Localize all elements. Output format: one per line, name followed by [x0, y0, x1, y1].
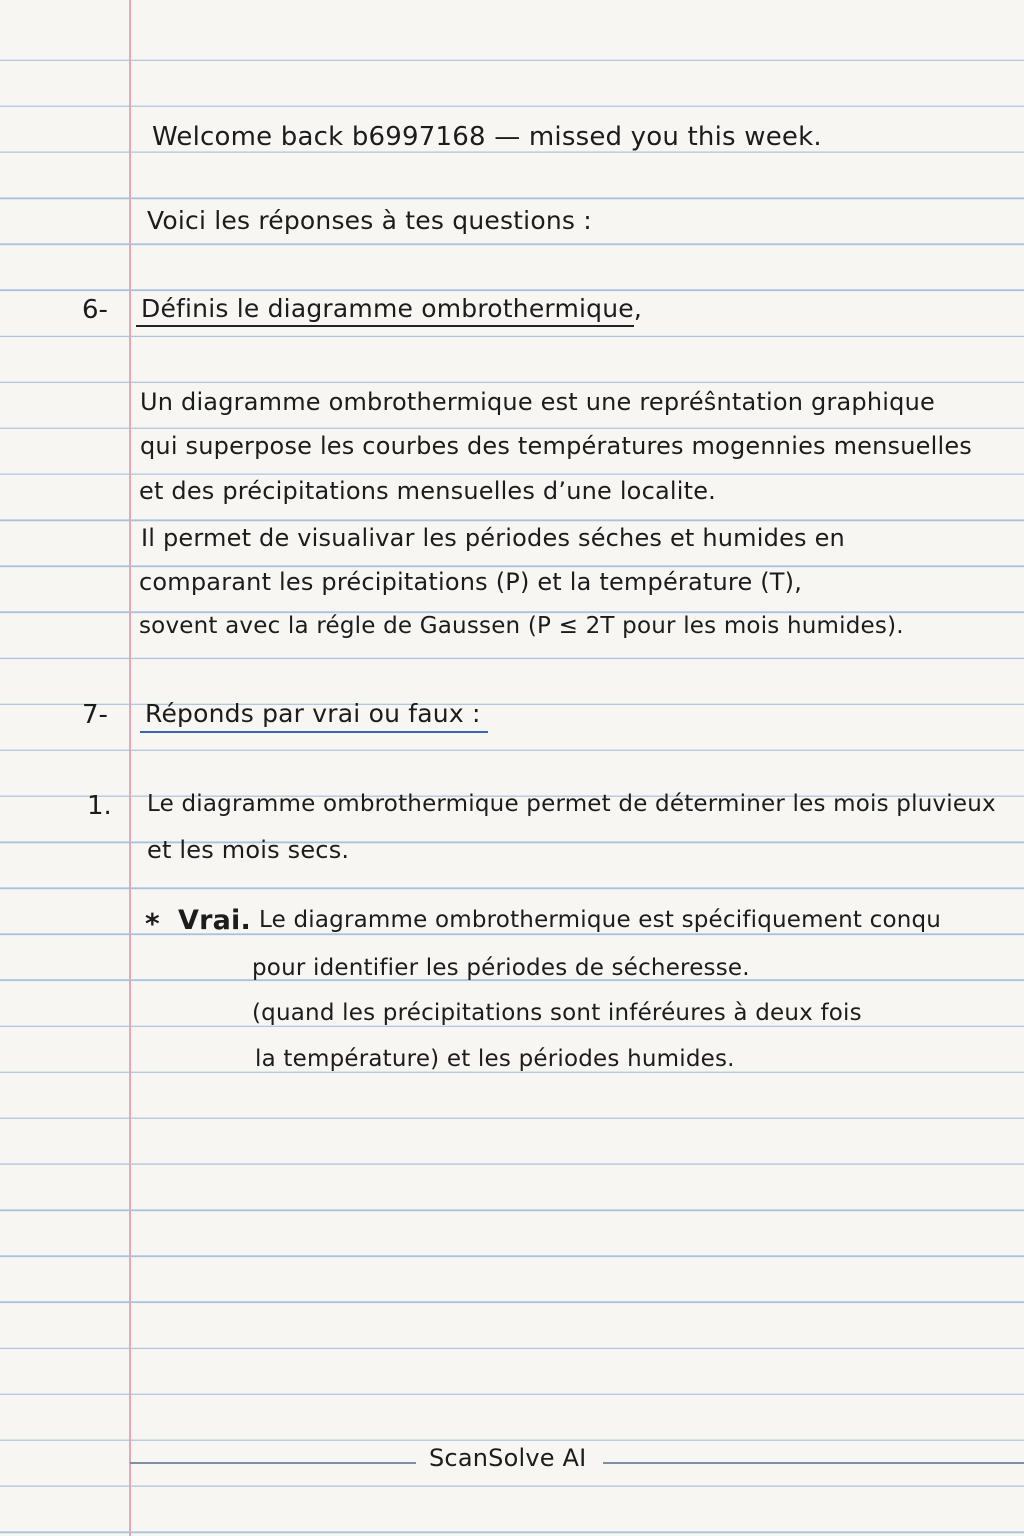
question-7-number: 7-	[82, 700, 108, 730]
footer-rule-right	[603, 1462, 1024, 1464]
footer-brand: ScanSolve AI	[429, 1444, 587, 1472]
footer-rule-left	[130, 1462, 416, 1464]
question-6-underline	[136, 325, 634, 327]
question-7-title: Réponds par vrai ou faux :	[145, 699, 481, 728]
question-6-number: 6-	[82, 295, 108, 325]
q6-answer-line-1: Un diagramme ombrothermique est une repréŝntation graphique	[140, 388, 935, 416]
question-7-underline	[140, 731, 488, 733]
item-1-statement-line-2: et les mois secs.	[147, 836, 350, 864]
q6-answer-line-2: qui superpose les courbes des températures mogennies mensuelles	[140, 432, 973, 460]
question-6-title: Définis le diagramme ombrothermique,	[141, 294, 642, 323]
answer-line-3: (quand les précipitations sont inféréures à deux fois	[252, 1000, 862, 1026]
greeting-line: Welcome back b6997168 — missed you this week.	[152, 122, 822, 152]
answer-line-2: pour identifier les périodes de sécheresse.	[252, 955, 750, 981]
answer-line-1: Le diagramme ombrothermique est spécifiquement conqu	[259, 907, 942, 933]
answer-asterisk: *	[145, 907, 160, 940]
answer-line-4: la température) et les périodes humides.	[255, 1046, 735, 1072]
q6-answer-line-6: sovent avec la régle de Gaussen (P ≤ 2T pour les mois humides).	[139, 613, 904, 639]
q6-answer-line-4: Il permet de visualivar les périodes séches et humides en	[141, 524, 845, 552]
q6-answer-line-3: et des précipitations mensuelles d’une localite.	[139, 477, 717, 505]
item-1-number: 1.	[87, 791, 112, 821]
intro-line: Voici les réponses à tes questions :	[147, 206, 592, 235]
item-1-statement-line-1: Le diagramme ombrothermique permet de déterminer les mois pluvieux	[147, 791, 996, 817]
q6-answer-line-5: comparant les précipitations (P) et la température (T),	[139, 568, 803, 596]
answer-verdict: Vrai.	[178, 905, 251, 936]
margin-line	[129, 0, 131, 1536]
